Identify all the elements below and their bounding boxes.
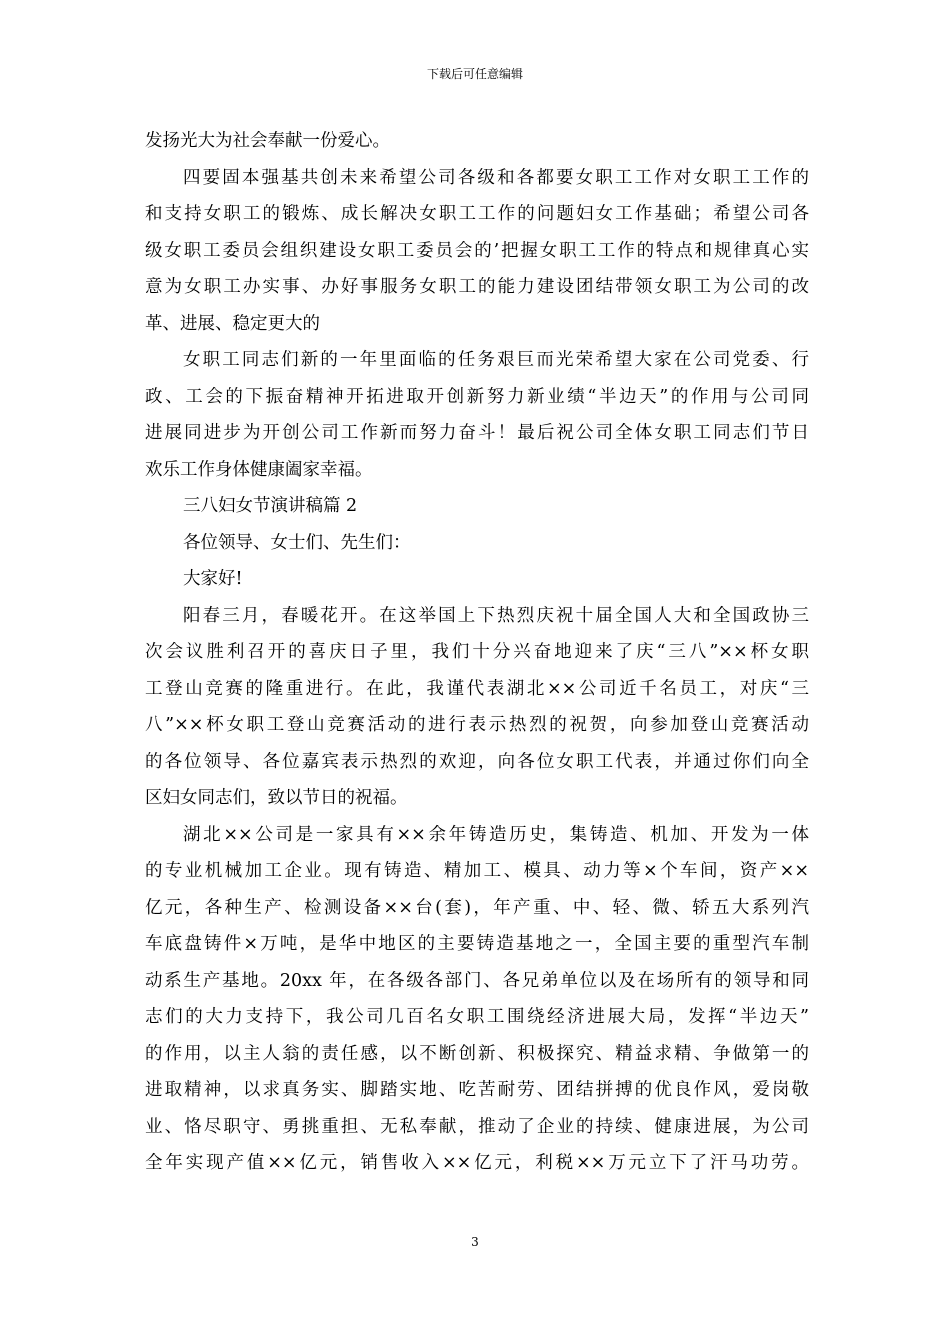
text-line: 全年实现产值××亿元，销售收入××亿元，利税××万元立下了汗马功劳。	[145, 1153, 809, 1173]
text-line: 区妇女同志们，致以节日的祝福。	[145, 788, 408, 808]
text-line: 革、进展、稳定更大的	[145, 313, 320, 334]
text-line: 次会议胜利召开的喜庆日子里，我们十分兴奋地迎来了庆“三八”××杯女职	[145, 642, 809, 662]
text-line: 业、恪尽职守、勇挑重担、无私奉献，推动了企业的持续、健康进展，为公司	[145, 1116, 809, 1137]
document-body	[145, 123, 809, 1182]
text-line: 三八妇女节演讲稿篇 2	[183, 496, 358, 516]
text-line: 欢乐工作身体健康阖家幸福。	[145, 459, 373, 480]
text-line: 车底盘铸件×万吨，是华中地区的主要铸造基地之一，全国主要的重型汽车制	[145, 934, 809, 954]
text-line: 级女职工委员会组织建设女职工委员会的’把握女职工工作的特点和规律真心实	[145, 240, 809, 261]
text-line: 工登山竞赛的隆重进行。在此，我谨代表湖北××公司近千名员工，对庆“三	[145, 678, 809, 699]
text-line: 进取精神，以求真务实、脚踏实地、吃苦耐劳、团结拼搏的优良作风，爱岗敬	[145, 1080, 809, 1100]
page-header: 下载后可任意编辑	[426, 67, 523, 81]
text-line: 各位领导、女士们、先生们：	[183, 532, 411, 553]
text-line: 政、工会的下振奋精神开拓进取开创新努力新业绩“半边天”的作用与公司同	[145, 386, 809, 407]
text-line: 四要固本强基共创未来希望公司各级和各都要女职工工作对女职工工作的	[183, 167, 809, 188]
text-line: 湖北××公司是一家具有××余年铸造历史，集铸造、机加、开发为一体	[183, 824, 809, 845]
text-line: 女职工同志们新的一年里面临的任务艰巨而光荣希望大家在公司党委、行	[183, 350, 809, 370]
text-line: 的作用，以主人翁的责任感，以不断创新、积极探究、精益求精、争做第一的	[145, 1043, 809, 1064]
text-line: 志们的大力支持下，我公司几百名女职工围绕经济进展大局，发挥“半边天”	[145, 1007, 809, 1027]
text-line: 的专业机械加工企业。现有铸造、精加工、模具、动力等×个车间，资产××	[145, 861, 809, 881]
text-line: 进展同进步为开创公司工作新而努力奋斗！最后祝公司全体女职工同志们节日	[145, 423, 809, 443]
text-line: 动系生产基地。20xx 年，在各级各部门、各兄弟单位以及在场所有的领导和同	[145, 970, 809, 991]
text-line: 亿元，各种生产、检测设备××台(套)，年产重、中、轻、微、轿五大系列汽	[145, 897, 809, 918]
text-line: 的各位领导、各位嘉宾表示热烈的欢迎，向各位女职工代表，并通过你们向全	[145, 751, 809, 772]
text-line: 发扬光大为社会奉献一份爱心。	[145, 131, 390, 151]
text-line: 和支持女职工的锻炼、成长解决女职工工作的问题妇女工作基础；希望公司各	[145, 204, 809, 224]
text-line: 八”××杯女职工登山竞赛活动的进行表示热烈的祝贺，向参加登山竞赛活动	[145, 715, 809, 735]
text-line: 意为女职工办实事、办好事服务女职工的能力建设团结带领女职工为公司的改	[145, 277, 809, 297]
text-line: 大家好!	[183, 569, 243, 589]
text-line: 阳春三月，春暖花开。在这举国上下热烈庆祝十届全国人大和全国政协三	[183, 605, 809, 626]
page-number: 3	[471, 1235, 479, 1249]
